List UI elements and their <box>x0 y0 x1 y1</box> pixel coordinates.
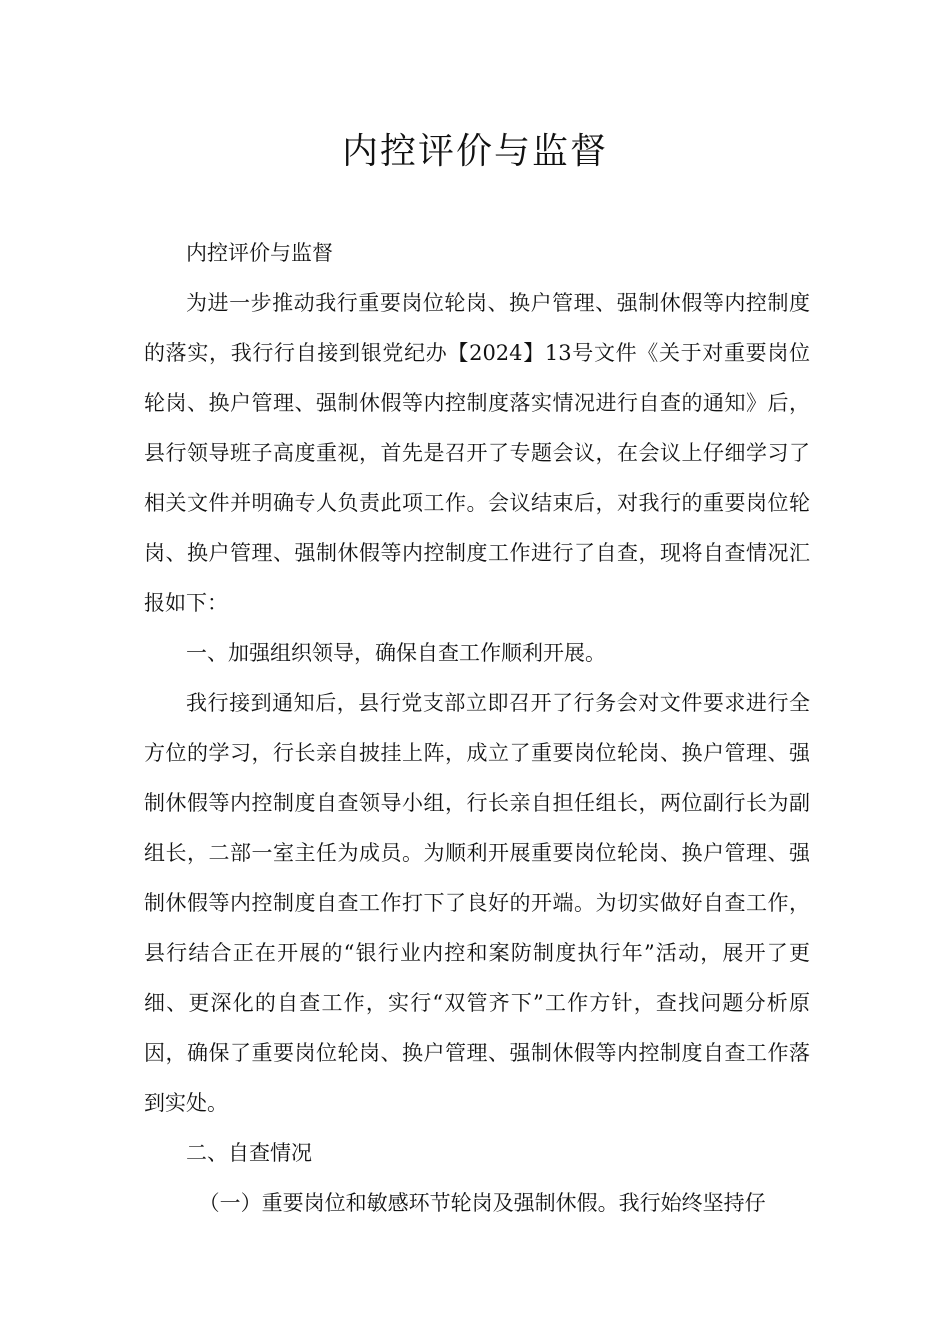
section-heading-2: 二、自查情况 <box>186 1141 312 1165</box>
paragraph-introduction: 为进一步推动我行重要岗位轮岗、换户管理、强制休假等内控制度的落实，我行行自接到银党纪办【2024】13号文件《关于对重要岗位轮岗、换户管理、强制休假等内控制度落实情况进行自查的通知》后，县行领导班子高度重视，首先是召开了专题会议，在会议上仔细学习了相关文件并明确专人负责此项工作。会议结束后，对我行的重要岗位轮岗、换户管理、强制休假等内控制度工作进行了自查，现将自查情况汇报如下： <box>144 291 810 615</box>
paragraph-section-1-body: 我行接到通知后，县行党支部立即召开了行务会对文件要求进行全方位的学习，行长亲自披挂上阵，成立了重要岗位轮岗、换户管理、强制休假等内控制度自查领导小组，行长亲自担任组长，两位副行长为副组长，二部一室主任为成员。为顺利开展重要岗位轮岗、换户管理、强制休假等内控制度自查工作打下了良好的开端。为切实做好自查工作，县行结合正在开展的“银行业内控和案防制度执行年”活动，展开了更细、更深化的自查工作，实行“双管齐下”工作方针，查找问题分析原因，确保了重要岗位轮岗、换户管理、强制休假等内控制度自查工作落到实处。 <box>144 691 810 1115</box>
section-heading-1: 一、加强组织领导，确保自查工作顺利开展。 <box>186 641 606 665</box>
paragraph-subsection-1: （一）重要岗位和敏感环节轮岗及强制休假。我行始终坚持仔 <box>198 1191 766 1215</box>
paragraph-heading-repeat: 内控评价与监督 <box>186 241 333 265</box>
document-title: 内控评价与监督 <box>341 131 608 172</box>
document-body <box>144 228 810 1228</box>
